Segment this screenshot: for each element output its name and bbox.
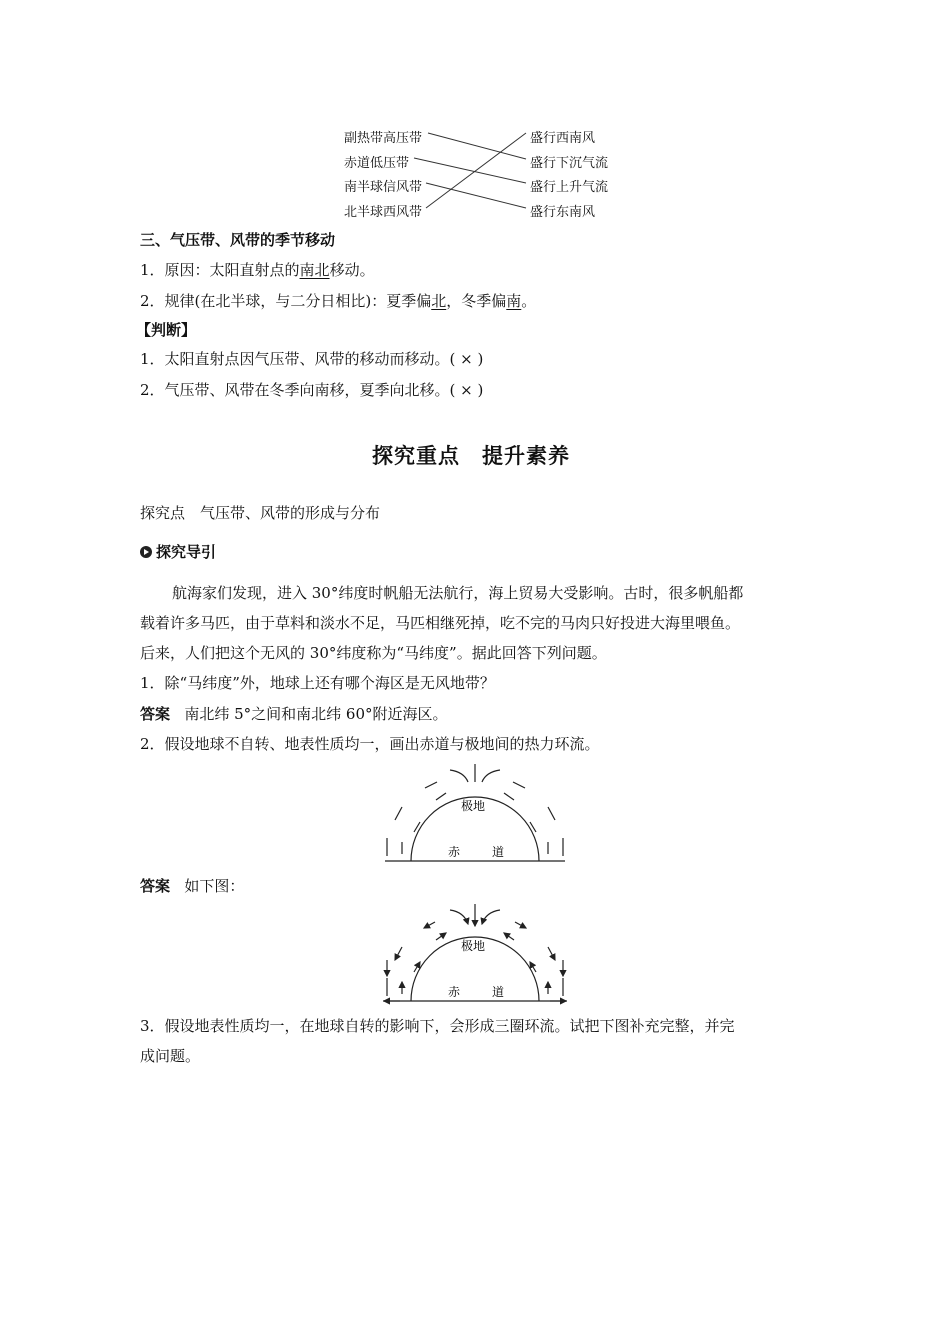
pole-label: 极地 bbox=[461, 799, 486, 813]
equator-label-2: 道 bbox=[492, 985, 505, 999]
judge-heading: 【判断】 bbox=[136, 321, 197, 339]
item1-text: 1．原因：太阳直射点的 bbox=[140, 261, 300, 279]
item2-answer-winter: 南 bbox=[506, 292, 522, 310]
match-left-2: 赤道低压带 bbox=[344, 156, 410, 171]
paragraph-line-3: 后来，人们把这个无风的 30°纬度称为“马纬度”。据此回答下列问题。 bbox=[140, 644, 607, 662]
match-line-1 bbox=[428, 133, 526, 159]
item2-text: 2．规律(在北半球，与二分日相比)：夏季偏 bbox=[140, 292, 432, 310]
answer-label: 答案 bbox=[140, 705, 171, 723]
answer-1 bbox=[140, 704, 448, 724]
question-3-line-1: 3．假设地表性质均一，在地球自转的影响下，会形成三圈环流。试把下图补充完整，并完 bbox=[140, 1017, 735, 1035]
equator-label-2: 道 bbox=[492, 845, 505, 859]
explore-point-title: 探究点 气压带、风带的形成与分布 bbox=[140, 504, 381, 522]
matching-lines bbox=[0, 0, 950, 230]
play-circle-icon bbox=[140, 546, 152, 558]
match-right-1: 盛行西南风 bbox=[530, 131, 596, 146]
answer-label: 答案 bbox=[140, 877, 171, 895]
equator-label-1: 赤 bbox=[448, 985, 461, 999]
answer-1-text: 南北纬 5°之间和南北纬 60°附近海区。 bbox=[184, 705, 448, 723]
question-1: 1．除“马纬度”外，地球上还有哪个海区是无风地带？ bbox=[140, 674, 495, 692]
match-right-3: 盛行上升气流 bbox=[530, 180, 609, 195]
section3-heading: 三、气压带、风带的季节移动 bbox=[140, 231, 336, 249]
question-2: 2．假设地球不自转、地表性质均一，画出赤道与极地间的热力环流。 bbox=[140, 735, 600, 753]
explore-guide-label: 探究导引 bbox=[156, 543, 217, 561]
circulation-diagram-blank bbox=[380, 760, 570, 868]
judge-item-2: 2．气压带、风带在冬季向南移，夏季向北移。( × ) bbox=[140, 381, 484, 399]
match-right-4: 盛行东南风 bbox=[530, 205, 596, 220]
question-3-line-2: 成问题。 bbox=[140, 1047, 201, 1065]
answer-2-text: 如下图： bbox=[184, 877, 245, 895]
item2-mid: ，冬季偏 bbox=[446, 292, 507, 310]
match-left-3: 南半球信风带 bbox=[344, 180, 423, 195]
equator-label-1: 赤 bbox=[448, 845, 461, 859]
item2-tail: 。 bbox=[521, 292, 537, 310]
section3-item1 bbox=[140, 260, 375, 280]
match-left-1: 副热带高压带 bbox=[344, 131, 423, 146]
section3-item2 bbox=[140, 291, 536, 311]
section-title: 探究重点 提升素养 bbox=[372, 444, 570, 468]
item1-tail: 移动。 bbox=[329, 261, 375, 279]
match-left-4: 北半球西风带 bbox=[344, 205, 423, 220]
answer-2 bbox=[140, 876, 244, 896]
item2-answer-summer: 北 bbox=[431, 292, 447, 310]
pole-label: 极地 bbox=[461, 939, 486, 953]
explore-guide bbox=[140, 542, 216, 562]
item1-answer: 南北 bbox=[299, 261, 330, 279]
judge-item-1: 1．太阳直射点因气压带、风带的移动而移动。( × ) bbox=[140, 350, 484, 368]
paragraph-line-1: 航海家们发现，进入 30°纬度时帆船无法航行，海上贸易大受影响。古时，很多帆船都 bbox=[172, 584, 744, 602]
paragraph-line-2: 载着许多马匹，由于草料和淡水不足，马匹相继死掉，吃不完的马肉只好投进大海里喂鱼。 bbox=[140, 614, 741, 632]
match-line-3 bbox=[426, 183, 526, 208]
match-line-2 bbox=[414, 158, 526, 183]
match-line-4 bbox=[426, 133, 526, 208]
match-right-2: 盛行下沉气流 bbox=[530, 156, 609, 171]
circulation-diagram-answer bbox=[380, 900, 570, 1008]
